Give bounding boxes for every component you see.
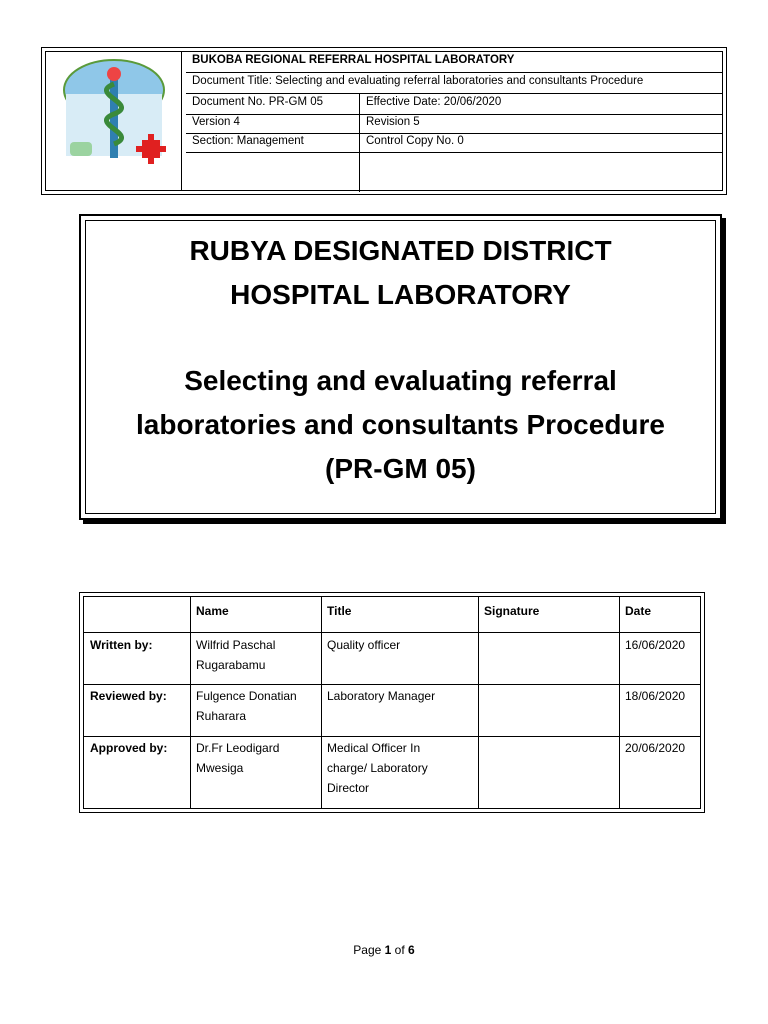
document-header bbox=[41, 47, 727, 195]
header-signature: Signature bbox=[484, 604, 540, 618]
page-number bbox=[0, 943, 768, 957]
hospital-name: BUKOBA REGIONAL REFERRAL HOSPITAL LABORATORY bbox=[192, 54, 515, 66]
role-label: Reviewed by: bbox=[90, 689, 167, 703]
section: Section: Management bbox=[192, 135, 304, 147]
logo-cell bbox=[46, 52, 182, 190]
lab-name-line2: HOSPITAL LABORATORY bbox=[230, 279, 571, 310]
page-current: 1 bbox=[384, 943, 392, 957]
lab-name-line1: RUBYA DESIGNATED DISTRICT bbox=[189, 235, 612, 266]
sign-date: 18/06/2020 bbox=[625, 689, 686, 703]
header-row-docno bbox=[186, 94, 722, 115]
title-box-inner bbox=[85, 220, 716, 514]
header-row-version bbox=[186, 115, 722, 134]
revision: Revision 5 bbox=[366, 116, 420, 128]
hospital-logo-icon bbox=[58, 54, 170, 166]
header-inner bbox=[45, 51, 723, 191]
page-total: 6 bbox=[408, 943, 415, 957]
procedure-code: (PR-GM 05) bbox=[325, 453, 476, 484]
document-title: Document Title: Selecting and evaluating referral laboratories and consultants Procedure bbox=[192, 75, 644, 87]
header-row-title bbox=[186, 73, 722, 94]
name-line: Dr.Fr Leodigard bbox=[196, 741, 280, 755]
header-name: Name bbox=[196, 604, 229, 618]
header-title: Title bbox=[327, 604, 352, 618]
approval-table bbox=[79, 592, 705, 813]
col-divider bbox=[619, 597, 620, 808]
control-copy: Control Copy No. 0 bbox=[366, 135, 464, 147]
document-number: Document No. PR-GM 05 bbox=[192, 96, 324, 108]
name-line: Wilfrid Paschal bbox=[196, 638, 276, 652]
name-line: Rugarabamu bbox=[196, 658, 266, 672]
name-line: Fulgence Donatian bbox=[196, 689, 297, 703]
header-date: Date bbox=[625, 604, 652, 618]
procedure-title-line1: Selecting and evaluating referral bbox=[184, 365, 617, 396]
title-line: Director bbox=[327, 781, 370, 795]
col-divider bbox=[321, 597, 322, 808]
row-divider bbox=[84, 632, 700, 633]
header-grid bbox=[186, 52, 722, 190]
approval-table-inner bbox=[83, 596, 701, 809]
title-line: Medical Officer In bbox=[327, 741, 421, 755]
col-divider bbox=[190, 597, 191, 808]
row-divider bbox=[84, 684, 700, 685]
role-label: Approved by: bbox=[90, 741, 168, 755]
title-line: charge/ Laboratory bbox=[327, 761, 428, 775]
sign-date: 20/06/2020 bbox=[625, 741, 686, 755]
sign-date: 16/06/2020 bbox=[625, 638, 686, 652]
role-label: Written by: bbox=[90, 638, 153, 652]
page-of: of bbox=[391, 943, 409, 957]
header-row-hospital bbox=[186, 52, 722, 73]
effective-date: Effective Date: 20/06/2020 bbox=[366, 96, 502, 108]
person-name bbox=[196, 635, 275, 675]
name-line: Ruharara bbox=[196, 709, 247, 723]
person-name bbox=[196, 686, 297, 726]
header-row-section bbox=[186, 134, 722, 153]
header-divider bbox=[359, 94, 360, 192]
person-title: Quality officer bbox=[327, 638, 401, 652]
version: Version 4 bbox=[192, 116, 240, 128]
person-title: Laboratory Manager bbox=[327, 689, 436, 703]
person-name bbox=[196, 738, 279, 778]
col-divider bbox=[478, 597, 479, 808]
title-box bbox=[79, 214, 722, 520]
row-divider bbox=[84, 736, 700, 737]
procedure-title-line2: laboratories and consultants Procedure bbox=[135, 409, 666, 440]
page-prefix: Page bbox=[353, 943, 385, 957]
person-title bbox=[327, 738, 428, 798]
name-line: Mwesiga bbox=[196, 761, 244, 775]
